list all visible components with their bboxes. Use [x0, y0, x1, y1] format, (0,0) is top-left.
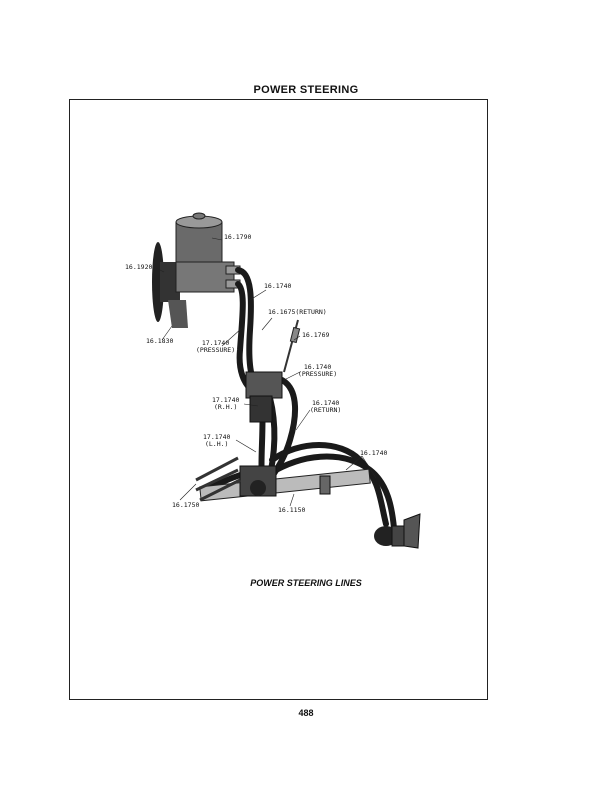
- callout-16-1740-top: 16.1740: [264, 282, 292, 290]
- callout-17-1740-lh: [203, 434, 230, 448]
- callout-number: 17.1740: [201, 339, 230, 347]
- callout-sub: (PRESSURE): [196, 346, 236, 354]
- callout-16-1920: 16.1920: [125, 263, 153, 271]
- power-cylinder: [374, 514, 420, 548]
- callout-16-1790: 16.1790: [224, 233, 252, 241]
- page-number: 488: [298, 708, 314, 718]
- callout-16-1830: 16.1830: [146, 337, 174, 345]
- callout-number: 16.1740: [311, 399, 340, 407]
- callout-17-1740-rh: [212, 397, 239, 411]
- callout-16-1740-right: 16.1740: [360, 449, 388, 457]
- callout-16-1750: 16.1750: [172, 501, 200, 509]
- callout-sub: (L.H.): [204, 440, 229, 448]
- control-valve: [246, 372, 282, 422]
- pump-body: [176, 262, 240, 292]
- callout-number: 17.1740: [212, 396, 240, 404]
- callout-16-1740-pressure: [298, 364, 337, 378]
- callout-number: 17.1740: [203, 433, 231, 441]
- figure-caption: POWER STEERING LINES: [250, 578, 362, 588]
- callout-16-1740-return: [310, 400, 341, 414]
- pump-bracket: [168, 300, 188, 328]
- callout-sub: (RETURN): [310, 406, 342, 414]
- callout-16-1769: 16.1769: [302, 331, 330, 339]
- callout-17-1740-pressure: [196, 340, 235, 354]
- callout-16-1150: 16.1150: [278, 506, 306, 514]
- callout-number: 16.1740: [303, 363, 332, 371]
- callout-16-1675-return: 16.1675(RETURN): [268, 308, 327, 316]
- callout-sub: (PRESSURE): [298, 370, 338, 378]
- callout-sub: (R.H.): [213, 403, 238, 411]
- page-header: POWER STEERING: [253, 84, 359, 96]
